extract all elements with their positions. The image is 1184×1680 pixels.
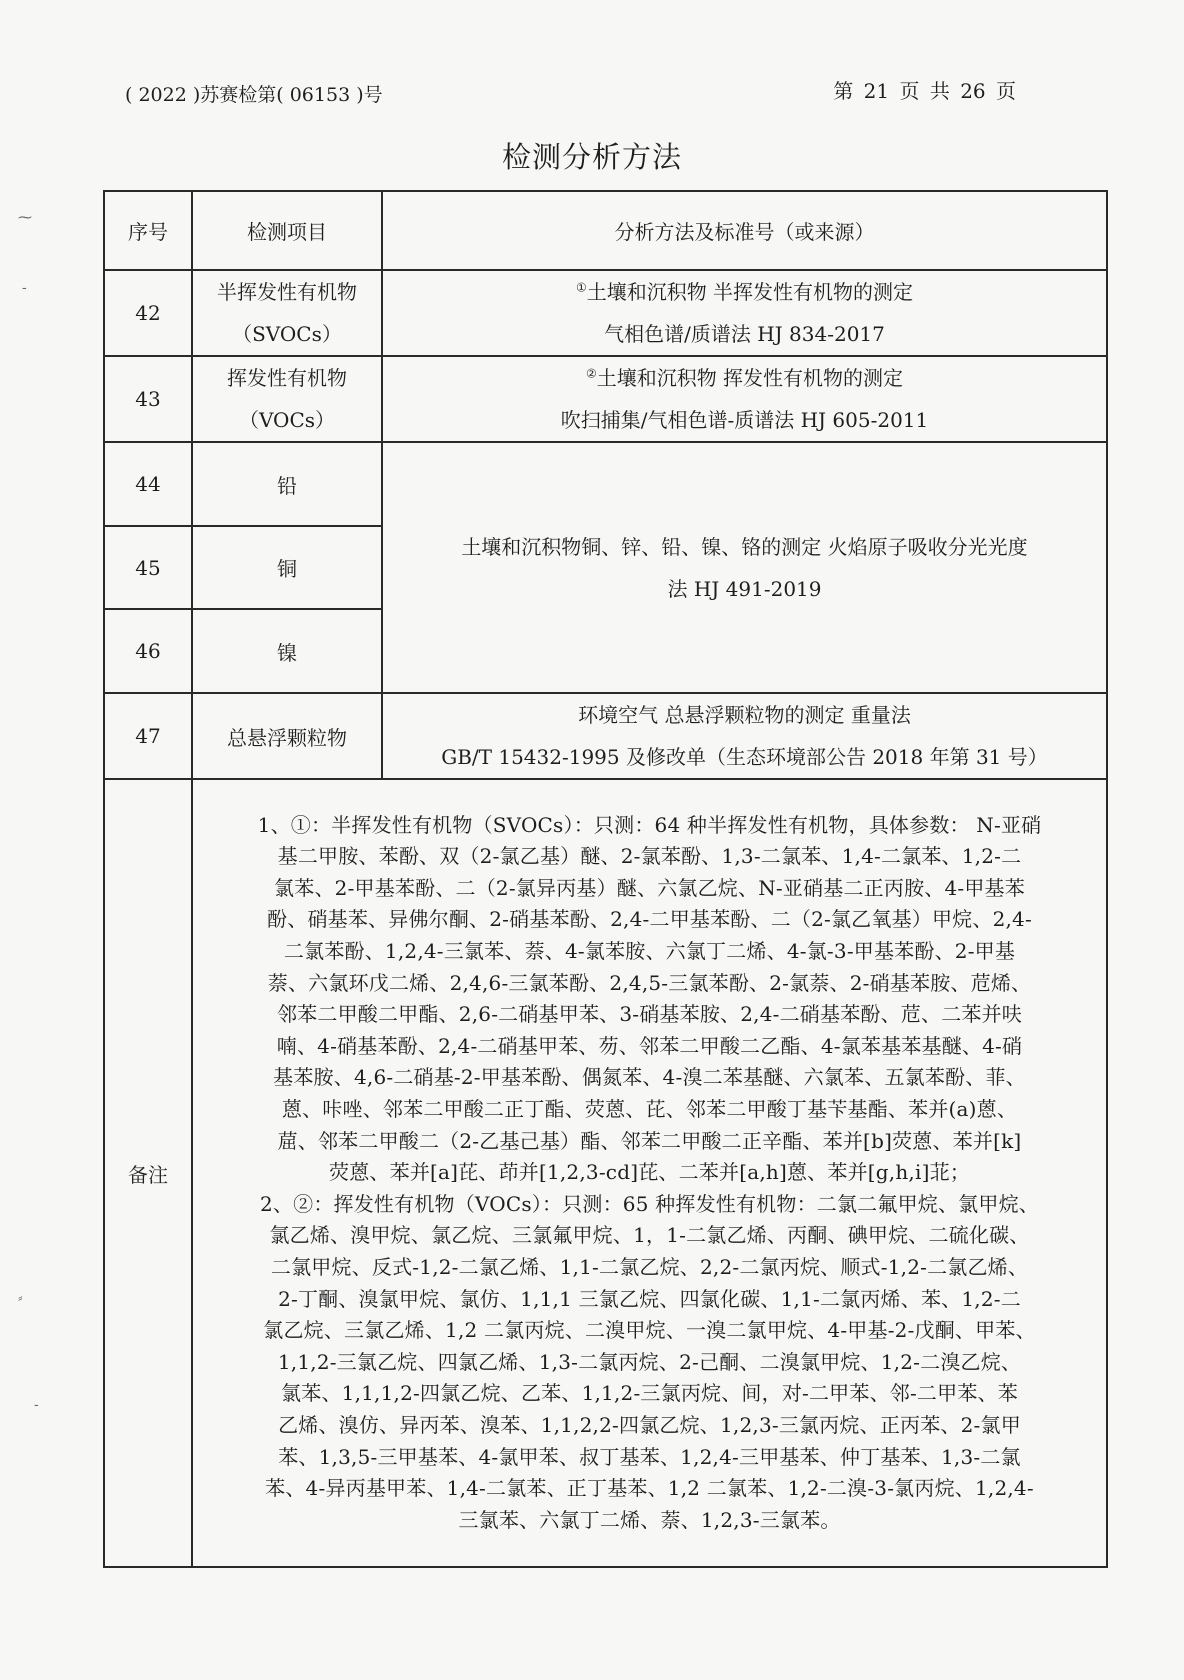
scan-mark: ‐: [22, 280, 27, 296]
scan-mark: -: [34, 1397, 39, 1413]
row-item: 半挥发性有机物 （SVOCs）: [192, 270, 382, 356]
note-mark: ②: [585, 366, 597, 381]
table-row: [104, 442, 1107, 526]
row-method: 环境空气 总悬浮颗粒物的测定 重量法 GB/T 15432-1995 及修改单（生态环境部公告 2018 年第 31 号）: [382, 693, 1107, 779]
row-method: ②土壤和沉积物 挥发性有机物的测定 吹扫捕集/气相色谱-质谱法 HJ 605-2011: [382, 356, 1107, 442]
page-title: 检测分析方法: [501, 140, 682, 174]
col-header-item: 检测项目: [192, 191, 382, 270]
row-method-merged: 土壤和沉积物铜、锌、铅、镍、铬的测定 火焰原子吸收分光光度 法 HJ 491-2019: [382, 442, 1107, 693]
remarks-text: 1、①：半挥发性有机物（SVOCs）：只测：64 种半挥发性有机物，具体参数： N-亚硝 基二甲胺、苯酚、双（2-氯乙基）醚、2-氯苯酚、1,3-二氯苯、1,4-二氯苯、1,2-二 氯苯、2-甲基苯酚、二（2-氯异丙基）醚、六氯乙烷、N-亚硝基二正丙胺、4-甲基苯 酚、硝基苯、异佛尔酮、2-硝基苯酚、2,4-二甲基苯酚、二（2-氯乙氧基）甲烷、2,4- 二氯苯酚、1,2,4-三氯苯、萘、4-氯苯胺、六氯丁二烯、4-氯-3-甲基苯酚、2-甲基 萘、六氯环戊二烯、2,4,6-三氯苯酚、2,4,5-三氯苯酚、2-氯萘、2-硝基苯胺、苊烯、 邻苯二甲酸二甲酯、2,6-二硝基甲苯、3-硝基苯胺、2,4-二硝基苯酚、苊、二苯并呋 喃、4-硝基苯酚、2,4-二硝基甲苯、芴、邻苯二甲酸二乙酯、4-氯苯基苯基醚、4-硝 基苯胺、4,6-二硝基-2-甲基苯酚、偶氮苯、4-溴二苯基醚、六氯苯、五氯苯酚、菲、 蒽、咔唑、邻苯二甲酸二正丁酯、荧蒽、芘、邻苯二甲酸丁基苄基酯、苯并(a)蒽、 䓛、邻苯二甲酸二（2-乙基己基）酯、邻苯二甲酸二正辛酯、苯并[b]荧蒽、苯并[k] 荧蒽、苯并[a]芘、茚并[1,2,3-cd]芘、二苯并[a,h]蒽、苯并[g,h,i]苝； 2、②：挥发性有机物（VOCs）：只测：65 种挥发性有机物：二氯二氟甲烷、氯甲烷、 氯乙烯、溴甲烷、氯乙烷、三氯氟甲烷、1，1-二氯乙烯、丙酮、碘甲烷、二硫化碳、 二氯甲烷、反式-1,2-二氯乙烯、1,1-二氯乙烷、2,2-二氯丙烷、顺式-1,2-二氯乙烯、 2-丁酮、溴氯甲烷、氯仿、1,1,1 三氯乙烷、四氯化碳、1,1-二氯丙烯、苯、1,2-二 氯乙烷、三氯乙烯、1,2 二氯丙烷、二溴甲烷、一溴二氯甲烷、4-甲基-2-戊酮、甲苯、 1,1,2-三氯乙烷、四氯乙烯、1,3-二氯丙烷、2-己酮、二溴氯甲烷、1,2-二溴乙烷、 氯苯、1,1,1,2-四氯乙烷、乙苯、1,1,2-三氯丙烷、间，对-二甲苯、邻-二甲苯、苯 乙烯、溴仿、异丙苯、溴苯、1,1,2,2-四氯乙烷、1,2,3-三氯丙烷、正丙苯、2-氯甲 苯、1,3,5-三甲基苯、4-氯甲苯、叔丁基苯、1,2,4-三甲基苯、仲丁基苯、1,3-二氯 苯、4-异丙基甲苯、1,4-二氯苯、正丁基苯、1,2 二氯苯、1,2-二溴-3-氯丙烷、1,2,4- 三氯苯、六氯丁二烯、萘、1,2,3-三氯苯。: [192, 779, 1107, 1567]
col-header-no: 序号: [104, 191, 192, 270]
row-no: 42: [104, 270, 192, 356]
report-number: ( 2022 )苏赛检第( 06153 )号: [125, 84, 383, 106]
scan-mark: ⁓: [18, 210, 32, 226]
col-header-method: 分析方法及标准号（或来源）: [382, 191, 1107, 270]
row-item: 镍: [192, 609, 382, 693]
row-no: 43: [104, 356, 192, 442]
table-row: [104, 693, 1107, 779]
row-no: 45: [104, 526, 192, 609]
page-indicator: 第 21 页 共 26 页: [833, 79, 1016, 103]
remarks-label: 备注: [104, 779, 192, 1567]
table-row: [104, 356, 1107, 442]
note-mark: ①: [575, 280, 587, 295]
row-no: 46: [104, 609, 192, 693]
method-table: [103, 190, 1108, 1568]
row-no: 47: [104, 693, 192, 779]
row-method: ①土壤和沉积物 半挥发性有机物的测定 气相色谱/质谱法 HJ 834-2017: [382, 270, 1107, 356]
remarks-row: [104, 779, 1107, 1567]
row-item: 总悬浮颗粒物: [192, 693, 382, 779]
table-row: [104, 270, 1107, 356]
table-header-row: [104, 191, 1107, 270]
scan-mark: ⸗: [18, 1290, 23, 1306]
row-no: 44: [104, 442, 192, 526]
row-item: 铅: [192, 442, 382, 526]
row-item: 挥发性有机物 （VOCs）: [192, 356, 382, 442]
row-item: 铜: [192, 526, 382, 609]
